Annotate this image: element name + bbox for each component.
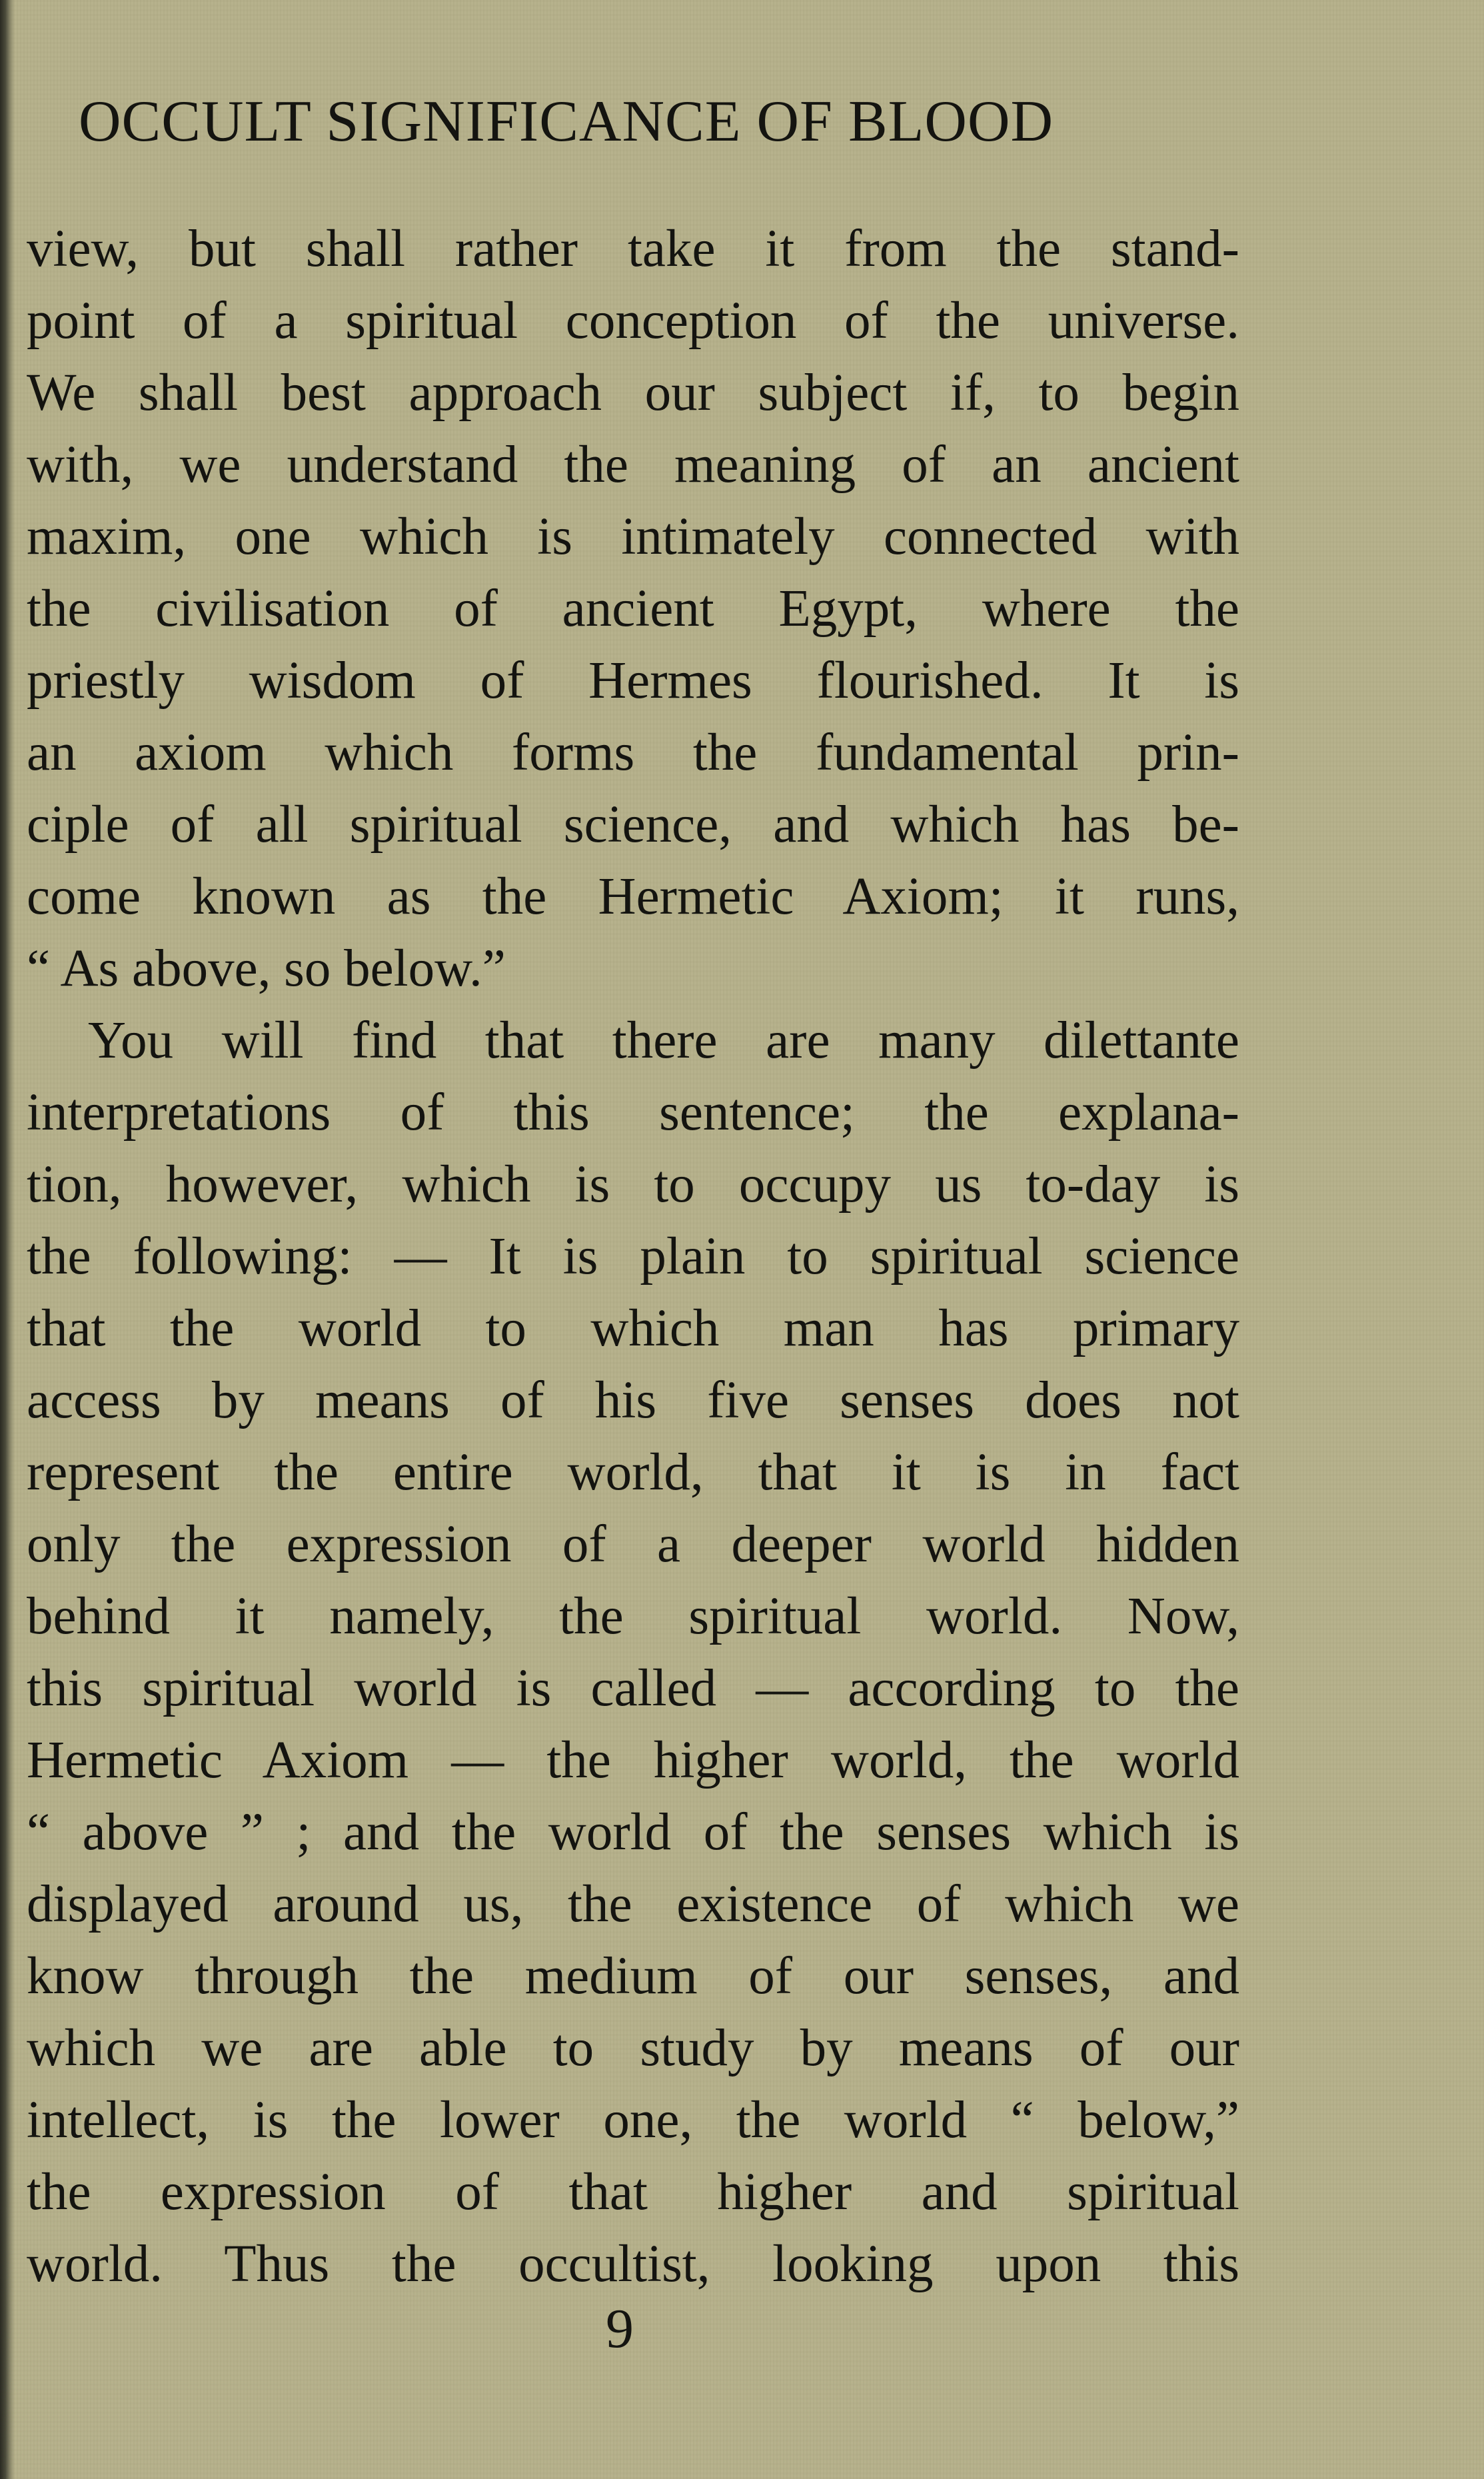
text-line: “ As above, so below.” xyxy=(27,940,506,998)
text-line: We shall best approach our subject if, to begin xyxy=(27,364,1239,422)
text-line: know through the medium of our senses, and xyxy=(27,1947,1239,2005)
text-line: interpretations of this sentence; the explana- xyxy=(27,1084,1239,1142)
text-line: this spiritual world is called — according to the xyxy=(27,1659,1239,1717)
text-line: only the expression of a deeper world hidden xyxy=(27,1515,1239,1573)
text-line: point of a spiritual conception of the universe. xyxy=(27,292,1239,350)
page-gutter-shadow xyxy=(0,0,15,2479)
text-line: behind it namely, the spiritual world. Now, xyxy=(27,1587,1239,1645)
text-line: displayed around us, the existence of which we xyxy=(27,1875,1239,1933)
body-text xyxy=(27,213,1239,2300)
running-head: OCCULT SIGNIFICANCE OF BLOOD xyxy=(79,89,1054,154)
text-line: come known as the Hermetic Axiom; it runs, xyxy=(27,868,1239,926)
text-line: maxim, one which is intimately connected with xyxy=(27,508,1239,566)
text-line: tion, however, which is to occupy us to-day is xyxy=(27,1156,1239,1214)
text-line: priestly wisdom of Hermes flourished. It is xyxy=(27,652,1239,710)
text-line: the following: — It is plain to spiritual science xyxy=(27,1228,1239,1285)
text-line: world. Thus the occultist, looking upon this xyxy=(27,2235,1239,2293)
text-line: You will find that there are many dilettante xyxy=(88,1012,1239,1070)
text-line: access by means of his five senses does not xyxy=(27,1371,1239,1429)
page-number: 9 xyxy=(606,2298,634,2360)
text-line: “ above ” ; and the world of the senses which is xyxy=(27,1803,1239,1861)
text-line: an axiom which forms the fundamental prin- xyxy=(27,724,1239,782)
text-line: with, we understand the meaning of an ancient xyxy=(27,436,1239,494)
text-line: Hermetic Axiom — the higher world, the world xyxy=(27,1731,1239,1789)
text-line: the expression of that higher and spiritual xyxy=(27,2163,1239,2221)
text-line: which we are able to study by means of our xyxy=(27,2019,1239,2077)
text-line: intellect, is the lower one, the world “ below,” xyxy=(27,2091,1239,2149)
text-line: the civilisation of ancient Egypt, where the xyxy=(27,580,1239,638)
text-line: represent the entire world, that it is in fact xyxy=(27,1443,1239,1501)
text-line: ciple of all spiritual science, and which has be- xyxy=(27,796,1239,854)
text-line: view, but shall rather take it from the stand- xyxy=(27,220,1239,278)
text-line: that the world to which man has primary xyxy=(27,1299,1239,1357)
